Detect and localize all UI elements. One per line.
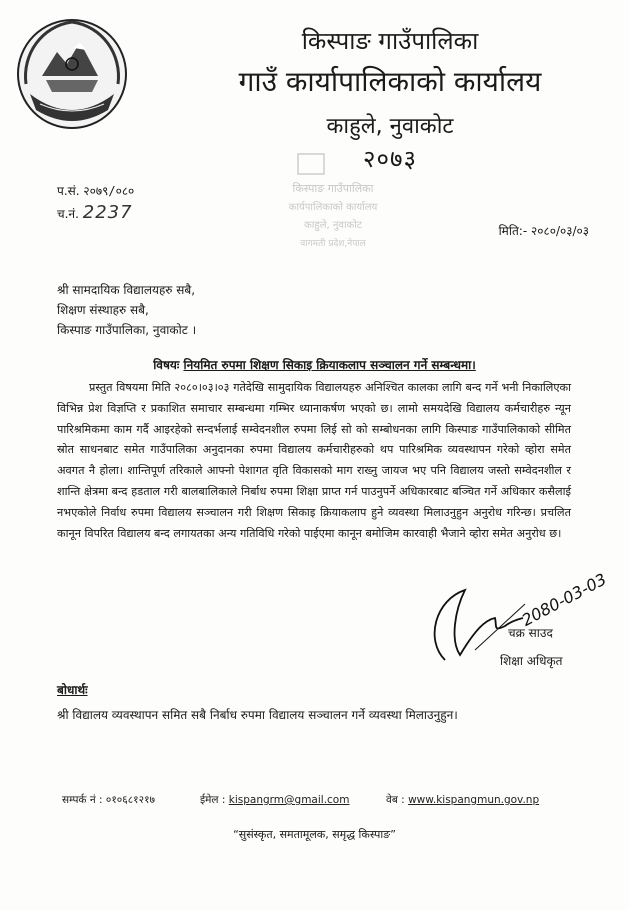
recipient-line-1: श्री सामदायिक विद्यालयहरु सबै,: [57, 283, 196, 297]
svg-text:किस्पाङ गाउँपालिका: किस्पाङ गाउँपालिका: [292, 182, 374, 195]
subject-line: [0, 356, 629, 373]
office-title: गाउँ कार्यापालिकाको कार्यालय: [238, 65, 542, 98]
website-link[interactable]: www.kispangmun.gov.np: [408, 794, 540, 806]
cc-text: श्री विद्यालय व्यवस्थापन समित सबै निर्बाध रुपमा विद्यालय सञ्चालन गर्ने व्यवस्था मिलाउनुहुन।: [57, 708, 458, 722]
subject-label: विषयः: [153, 358, 180, 372]
office-location: काहुले, नुवाकोट: [326, 114, 454, 139]
ps-label: प.सं.: [57, 184, 80, 198]
signature-date: 2080-03-03: [518, 569, 610, 630]
email-link[interactable]: kispangrm@gmail.com: [228, 794, 350, 806]
subject-text: नियमित रुपमा शिक्षण सिकाइ क्रियाकलाप सञ्चालन गर्ने सम्बन्धमा।: [183, 358, 476, 372]
cc-label: बोधार्थः: [57, 683, 88, 697]
office-stamp-icon: [268, 150, 398, 260]
office-name: किस्पाङ गाउँपालिका: [301, 27, 479, 55]
reference-ps: [57, 182, 134, 199]
footer-email: [200, 793, 349, 807]
svg-text:कार्यपालिकाको कार्यालय: कार्यपालिकाको कार्यालय: [288, 202, 378, 213]
footer-motto: “सुसंस्कृत, समतामूलक, समृद्ध किस्पाङ”: [233, 828, 396, 841]
recipient-line-2: शिक्षण संस्थाहरु सबै,: [57, 303, 149, 317]
web-label: वेब :: [386, 794, 405, 806]
svg-text:वागमती प्रदेश,नेपाल: वागमती प्रदेश,नेपाल: [300, 239, 366, 249]
cn-value: 2237: [82, 202, 133, 223]
recipient-line-3: किस्पाङ गाउँपालिका, नुवाकोट ।: [57, 323, 197, 337]
footer-web: [386, 793, 539, 807]
ps-value: २०७९/०८०: [83, 184, 135, 198]
letter-date: मिति:- २०८०/०३/०३: [498, 224, 589, 238]
nepal-emblem-icon: [12, 14, 132, 132]
office-established-year: २०७३: [363, 145, 417, 173]
email-label: ईमेल :: [200, 794, 226, 806]
svg-text:काहुले, नुवाकोट: काहुले, नुवाकोट: [304, 220, 362, 231]
signatory-title: शिक्षा अधिकृत: [500, 654, 563, 668]
reference-cn: [57, 202, 133, 223]
letter-body: प्रस्तुत विषयमा मिति २०८०।०३।०३ गतेदेखि सामुदायिक विद्यालयहरु अनिश्चित कालका लागि बन्द गर्ने भनी निकालिएका विभिन्न प्रेश विज्ञप्ति र प्रकाशित समाचार सम्बन्धमा गम्भिर ध्यानाकर्षण भएको छ। लामो समयदेखि विद्यालय कर्मचारीहरु न्यून पारिश्रमिकमा काम गर्दै आइरहेको सन्दर्भलाई सम्वेदनशील रुपमा लिई सो को सम्बोधनका लागि किस्पाङ गाउँपालिकाको सीमित स्रोत साधनबाट समेत गाउँपालिका अनुदानका रुपमा विद्यालय कर्मचारीहरुको थप पारिश्रमिक व्यवस्थापन गरेको व्होरा समेत अवगत नै होला। शान्तिपूर्ण तरिकाले आफ्नो पेशागत वृति विकासको माग राख्नु जायज भए पनि विद्यालय जस्तो सम्वेदनशील र शान्ति क्षेत्रमा बन्द हडताल गरी बालबालिकाले निर्बाध रुपमा शिक्षा प्राप्त गर्न पाउनुपर्ने अधिकारबाट बञ्चित गर्ने अधिकार कसैलाई नभएकोले निर्वाध रुपमा विद्यालय सञ्चालन गरी शिक्षण सिकाइ क्रियाकलाप हुने व्यवस्था मिलाउनुहुन अनुरोध गरिन्छ। प्रचलित कानून विपरित विद्यालय बन्द लगायतका अन्य गतिविधि गरेको पाईएमा कानून बमोजिम कारवाही भैजाने व्होरा समेत अनुरोध छ।: [57, 381, 571, 540]
signatory-name: चक्र साउद: [508, 626, 553, 640]
cn-label: च.नं.: [57, 207, 79, 221]
phone-value: ०१०६८१२१७: [105, 794, 156, 806]
footer-phone: [62, 793, 155, 807]
phone-label: सम्पर्क नं :: [62, 794, 103, 806]
